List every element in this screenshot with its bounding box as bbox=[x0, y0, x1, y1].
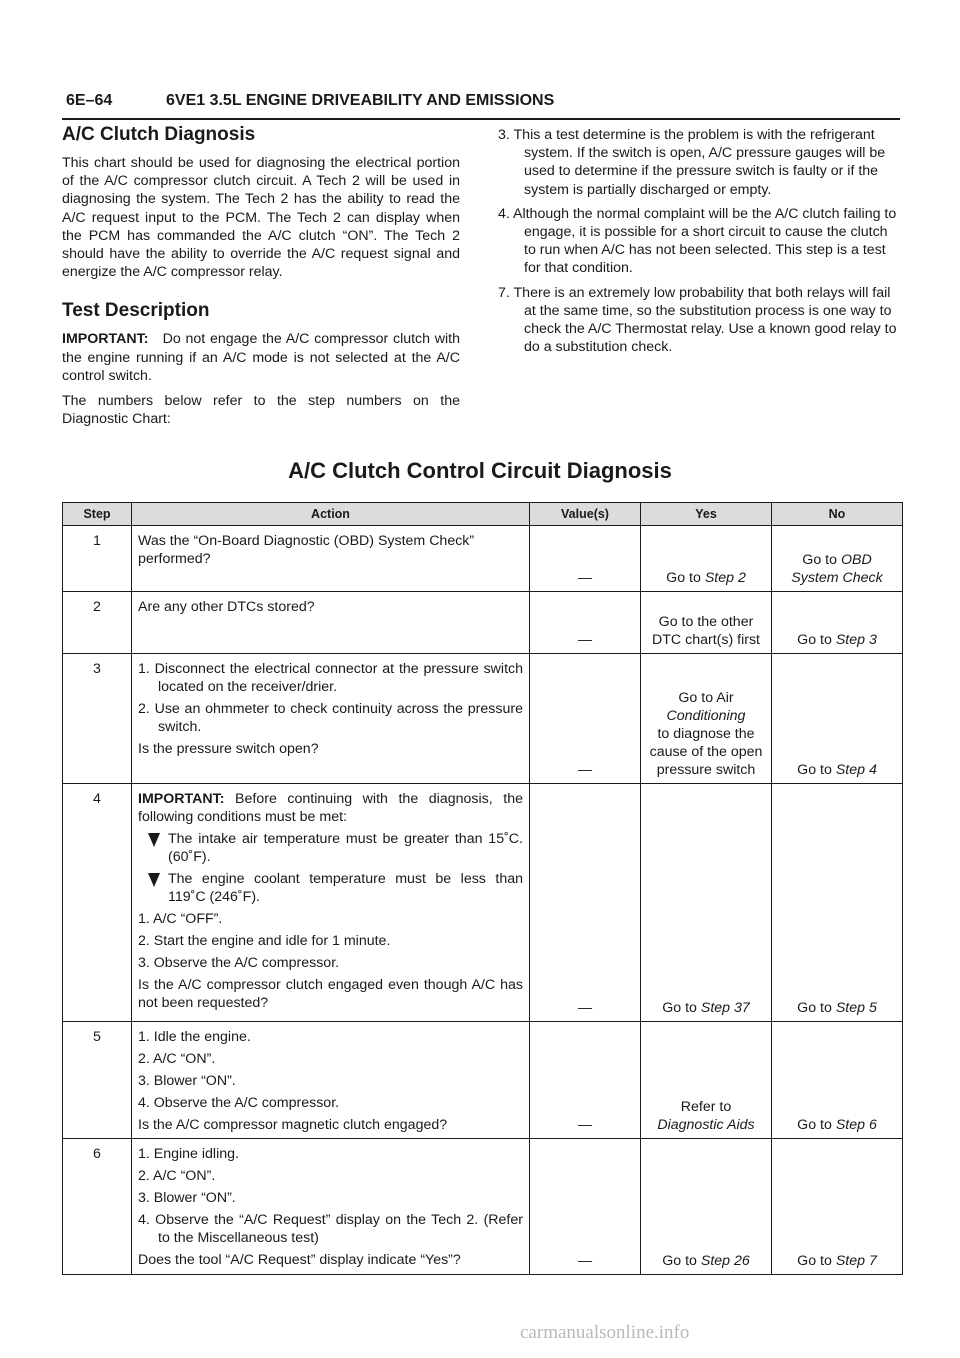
list-item: 2. Use an ohmmeter to check continuity across the pressure switch. bbox=[138, 701, 523, 735]
yes-link: Conditioning bbox=[666, 708, 746, 724]
left-column bbox=[62, 123, 460, 435]
action-cell: Are any other DTCs stored? bbox=[132, 592, 530, 654]
yes-cell bbox=[641, 784, 772, 1022]
no-cell bbox=[772, 526, 903, 592]
action-list bbox=[138, 1145, 523, 1247]
note-step-7: 7. There is an extremely low probability that both relays will fail at the same time, so the substitution process is one way to check the A/C Thermostat relay. Use a known good relay to do a substitution check. bbox=[498, 284, 897, 356]
triangle-bullet-icon bbox=[148, 873, 160, 887]
note-step-3: 3. This a test determine is the problem is with the refrigerant system. If the switch is open, A/C pressure gauges will be used to determine if the pressure switch is faulty or if the system is partially discharged or empty. bbox=[498, 127, 886, 198]
watermark: carmanualsonline.info bbox=[520, 1322, 690, 1343]
action-question: Does the tool “A/C Request” display indicate “Yes”? bbox=[138, 1252, 461, 1268]
yes-cell bbox=[641, 654, 772, 784]
header-no: No bbox=[772, 503, 903, 526]
step-number: 5 bbox=[63, 1022, 132, 1139]
yes-link: Diagnostic Aids bbox=[657, 1117, 755, 1133]
table-header-row bbox=[63, 503, 903, 526]
action-question: Is the A/C compressor magnetic clutch engaged? bbox=[138, 1117, 448, 1133]
step-number: 6 bbox=[63, 1139, 132, 1275]
action-cell bbox=[132, 1139, 530, 1275]
no-text: Go to bbox=[802, 552, 841, 568]
list-item: 3. Observe the A/C compressor. bbox=[138, 955, 340, 971]
bullet-text: The intake air temperature must be greater than 15˚C. (60˚F). bbox=[168, 831, 523, 865]
action-cell: Was the “On-Board Diagnostic (OBD) System Check” performed? bbox=[132, 526, 530, 592]
list-item: 2. A/C “ON”. bbox=[138, 1168, 216, 1184]
yes-text: Refer to bbox=[680, 1099, 732, 1115]
header-yes: Yes bbox=[641, 503, 772, 526]
no-cell bbox=[772, 1022, 903, 1139]
no-cell bbox=[772, 592, 903, 654]
value-cell: — bbox=[530, 526, 641, 592]
list-item: 4. Observe the A/C compressor. bbox=[138, 1095, 340, 1111]
no-link: Step 5 bbox=[835, 1000, 877, 1016]
bullet-text: The engine coolant temperature must be less than 119˚C (246˚F). bbox=[168, 871, 523, 905]
yes-cell bbox=[641, 526, 772, 592]
no-link: Step 6 bbox=[835, 1117, 877, 1133]
yes-cell bbox=[641, 1139, 772, 1275]
important-text: Do not engage the A/C compressor clutch with the engine running if an A/C mode is not selected at the A/C control switch. bbox=[62, 331, 460, 384]
important-note bbox=[62, 330, 460, 385]
value-cell: — bbox=[530, 784, 641, 1022]
page-header bbox=[62, 90, 900, 120]
yes-text: Go to bbox=[662, 1253, 701, 1269]
yes-link: Step 26 bbox=[700, 1253, 750, 1269]
list-item: 3. Blower “ON”. bbox=[138, 1190, 236, 1206]
no-cell bbox=[772, 784, 903, 1022]
list-item: 1. A/C “OFF”. bbox=[138, 911, 223, 927]
list-item: 1. Disconnect the electrical connector at the pressure switch located on the receiver/drier. bbox=[138, 661, 523, 695]
header-action: Action bbox=[132, 503, 530, 526]
table-row bbox=[63, 526, 903, 592]
no-link: Step 4 bbox=[835, 762, 877, 778]
action-question: Is the A/C compressor clutch engaged even though A/C has not been requested? bbox=[138, 977, 523, 1011]
step-number: 4 bbox=[63, 784, 132, 1022]
table-row bbox=[63, 1139, 903, 1275]
right-column bbox=[498, 126, 898, 362]
heading-test-description: Test Description bbox=[62, 300, 210, 322]
value-cell: — bbox=[530, 592, 641, 654]
bullet-item bbox=[138, 830, 523, 866]
yes-text: Go to Air bbox=[678, 690, 734, 706]
action-list bbox=[138, 660, 523, 736]
list-item: 1. Idle the engine. bbox=[138, 1029, 251, 1045]
no-cell bbox=[772, 654, 903, 784]
table-row bbox=[63, 784, 903, 1022]
yes-text: Go to bbox=[666, 570, 705, 586]
header-step: Step bbox=[63, 503, 132, 526]
yes-link: Step 2 bbox=[704, 570, 746, 586]
action-cell bbox=[132, 654, 530, 784]
yes-cell bbox=[641, 1022, 772, 1139]
heading-ac-clutch-diagnosis: A/C Clutch Diagnosis bbox=[62, 124, 256, 145]
important-note bbox=[138, 790, 523, 826]
yes-link: Step 37 bbox=[700, 1000, 750, 1016]
step-number: 1 bbox=[63, 526, 132, 592]
list-item: 4. Observe the “A/C Request” display on the Tech 2. (Refer to the Miscellaneous test) bbox=[138, 1212, 523, 1246]
step-number: 3 bbox=[63, 654, 132, 784]
triangle-bullet-icon bbox=[148, 833, 160, 847]
no-cell bbox=[772, 1139, 903, 1275]
value-cell: — bbox=[530, 1139, 641, 1275]
diagnostic-table bbox=[62, 502, 903, 1275]
list-item: 2. A/C “ON”. bbox=[138, 1051, 216, 1067]
action-list bbox=[138, 1028, 523, 1112]
list-item: 1. Engine idling. bbox=[138, 1146, 239, 1162]
action-list bbox=[138, 910, 523, 972]
note-step-4: 4. Although the normal complaint will be the A/C clutch failing to engage, it is possible for a short circuit to cause the clutch to run when A/C has not been selected. This step is a test for that condition. bbox=[498, 205, 897, 277]
yes-text: Go to bbox=[662, 1000, 701, 1016]
step-number: 2 bbox=[63, 592, 132, 654]
header-values: Value(s) bbox=[530, 503, 641, 526]
table-row bbox=[63, 592, 903, 654]
no-text: Go to bbox=[797, 632, 836, 648]
yes-cell: Go to the other DTC chart(s) first bbox=[641, 592, 772, 654]
table-row bbox=[63, 1022, 903, 1139]
list-item: 2. Start the engine and idle for 1 minute. bbox=[138, 933, 391, 949]
action-cell bbox=[132, 784, 530, 1022]
bullet-item bbox=[138, 870, 523, 906]
important-text: Before continuing with the diagnosis, the following conditions must be met: bbox=[138, 791, 523, 825]
page-number: 6E–64 bbox=[66, 92, 113, 109]
section-title: 6VE1 3.5L ENGINE DRIVEABILITY AND EMISSIONS bbox=[166, 92, 555, 109]
yes-text-continued: to diagnose the cause of the open pressure switch bbox=[649, 726, 763, 778]
important-label: IMPORTANT: bbox=[62, 331, 149, 348]
action-question: Is the pressure switch open? bbox=[138, 741, 319, 757]
numbers-note: The numbers below refer to the step numbers on the Diagnostic Chart: bbox=[62, 393, 460, 428]
intro-paragraph: This chart should be used for diagnosing the electrical portion of the A/C compressor clutch circuit. A Tech 2 will be used in diagnosing the system. The Tech 2 has the ability to read the A/C request input to the PCM. The Tech 2 can display when the PCM has commanded the A/C clutch “ON”. The Tech 2 should have the ability to override the A/C request signal and energize the A/C compressor relay. bbox=[62, 155, 460, 281]
no-text: Go to bbox=[797, 762, 836, 778]
no-text: Go to bbox=[797, 1117, 836, 1133]
value-cell: — bbox=[530, 654, 641, 784]
no-link: OBD System Check bbox=[791, 552, 883, 586]
table-row bbox=[63, 654, 903, 784]
no-link: Step 7 bbox=[835, 1253, 877, 1269]
list-item: 3. Blower “ON”. bbox=[138, 1073, 236, 1089]
no-link: Step 3 bbox=[835, 632, 877, 648]
action-cell bbox=[132, 1022, 530, 1139]
no-text: Go to bbox=[797, 1000, 836, 1016]
no-text: Go to bbox=[797, 1253, 836, 1269]
diagnostic-chart-title: A/C Clutch Control Circuit Diagnosis bbox=[288, 458, 672, 483]
value-cell: — bbox=[530, 1022, 641, 1139]
important-label: IMPORTANT: bbox=[138, 791, 225, 807]
